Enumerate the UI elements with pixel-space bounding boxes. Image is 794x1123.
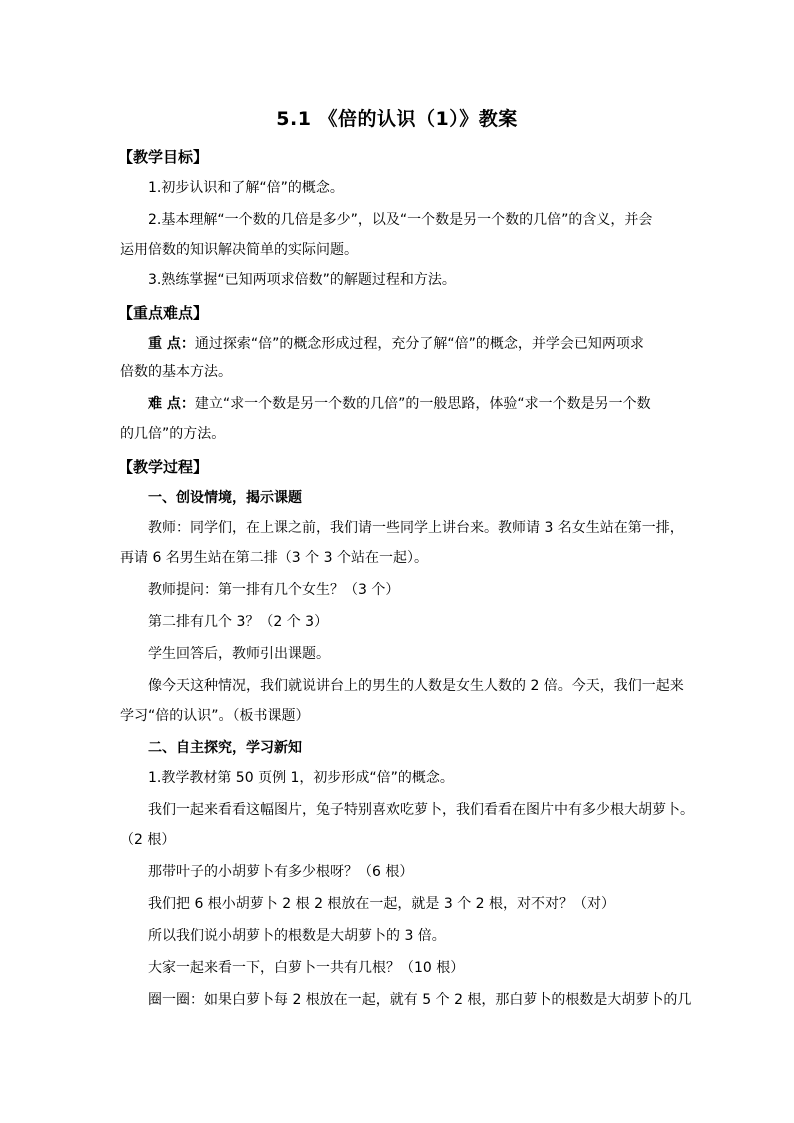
difficulty-line-2: 的几倍”的方法。 [120,426,226,442]
section-heading-process: 【教学过程】 [118,458,209,476]
focus-label: 重 点： [148,336,195,352]
focus-line-1 [148,334,680,354]
section-heading-keypoints: 【重点难点】 [118,304,209,322]
focus-text: 通过探索“倍”的概念形成过程，充分了解“倍”的概念，并学会已知两项求 [194,336,644,352]
difficulty-text: 建立“求一个数是另一个数的几倍”的一般思路，体验“求一个数是另一个数 [194,396,651,412]
difficulty-line-1 [148,394,680,414]
objective-1: 1.初步认识和了解“倍”的概念。 [148,180,344,196]
step-2-line-2: （2 根） [120,832,176,848]
paragraph-5-line-2: 学习“倍的认识”。（板书课题） [120,708,310,724]
paragraph-1-line-1: 教师：同学们，在上课之前，我们请一些同学上讲台来。教师请 3 名女生站在第一排， [148,520,684,536]
step-7: 圈一圈：如果白萝卜每 2 根放在一起，就有 5 个 2 根，那白萝卜的根数是大胡萝卜的几 [148,992,692,1008]
objective-2-line-1: 2.基本理解“一个数的几倍是多少”，以及“一个数是另一个数的几倍”的含义，并会 [148,212,653,228]
step-5: 所以我们说小胡萝卜的根数是大胡萝卜的 3 倍。 [148,928,446,944]
paragraph-1-line-2: 再请 6 名男生站在第二排（3 个 3 个站在一起）。 [120,550,428,566]
objective-3: 3.熟练掌握“已知两项求倍数”的解题过程和方法。 [148,272,456,288]
step-2-line-1: 我们一起来看看这幅图片，兔子特别喜欢吃萝卜，我们看看在图片中有多少根大胡萝卜。 [148,802,694,818]
subheading-2: 二、自主探究，学习新知 [148,740,302,756]
section-heading-objectives: 【教学目标】 [118,148,209,166]
paragraph-3: 第二排有几个 3？（2 个 3） [148,614,329,630]
step-4: 我们把 6 根小胡萝卜 2 根 2 根放在一起，就是 3 个 2 根，对不对？（对） [148,896,616,912]
document-title: 5.1 《倍的认识（1）》教案 [276,108,518,130]
paragraph-5-line-1: 像今天这种情况，我们就说讲台上的男生的人数是女生人数的 2 倍。今天，我们一起来 [148,678,684,694]
paragraph-4: 学生回答后，教师引出课题。 [148,646,330,662]
paragraph-2: 教师提问：第一排有几个女生？（3 个） [148,582,400,598]
focus-line-2: 倍数的基本方法。 [120,364,232,380]
step-3: 那带叶子的小胡萝卜有多少根呀？（6 根） [148,864,414,880]
step-1: 1.教学教材第 50 页例 1，初步形成“倍”的概念。 [148,770,454,786]
subheading-1: 一、创设情境，揭示课题 [148,490,302,506]
difficulty-label: 难 点： [148,396,195,412]
objective-2-line-2: 运用倍数的知识解决简单的实际问题。 [120,242,358,258]
step-6: 大家一起来看一下，白萝卜一共有几根？（10 根） [148,960,465,976]
